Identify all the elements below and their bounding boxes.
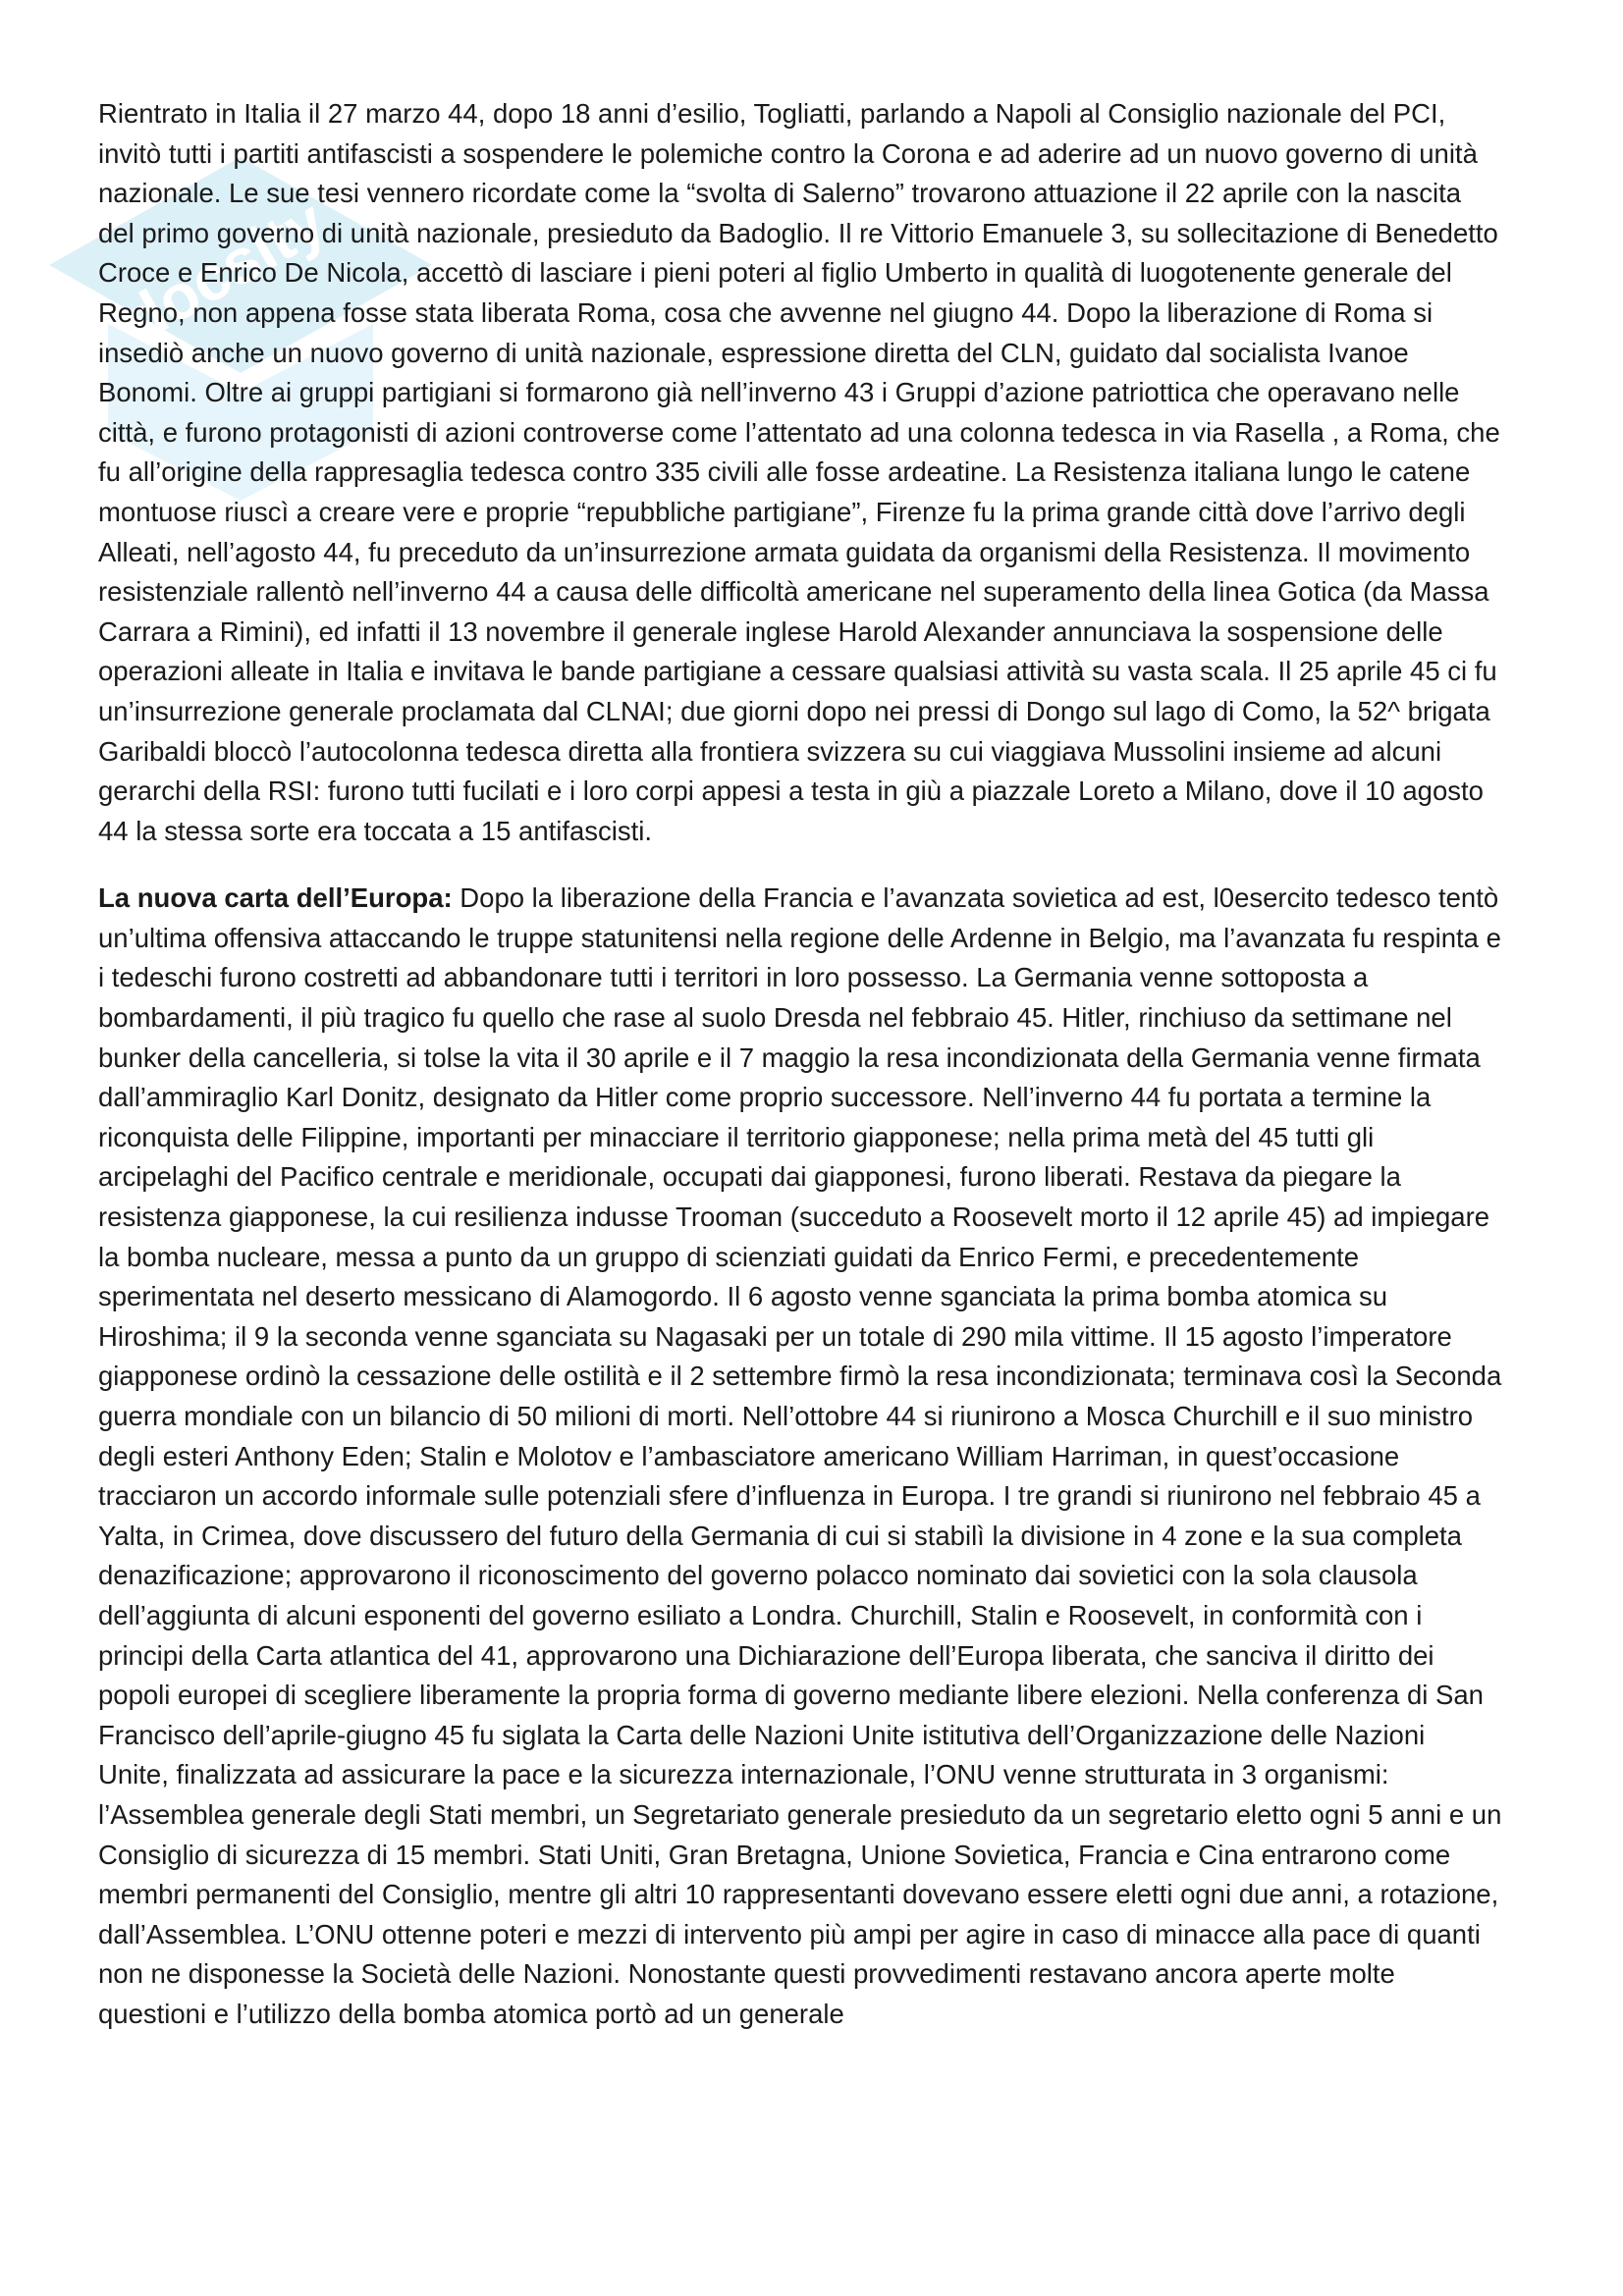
paragraph-body: Rientrato in Italia il 27 marzo 44, dopo 18 anni d’esilio, Togliatti, parlando a Napoli al Consiglio nazionale del PCI, invitò tutti i partiti antifascisti a sospendere le polemiche contro la Corona e ad aderire ad un nuovo governo di unità nazionale. Le sue tesi vennero ricordate come la “svolta di Salerno” trovarono attuazione il 22 aprile con la nascita del primo governo di unità nazionale, presieduto da Badoglio. Il re Vittorio Emanuele 3, su sollecitazione di Benedetto Croce e Enrico De Nicola, accettò di lasciare i pieni poteri al figlio Umberto in qualità di luogotenente generale del Regno, non appena fosse stata liberata Roma, cosa che avvenne nel giugno 44. Dopo la liberazione di Roma si insediò anche un nuovo governo di unità nazionale, espressione diretta del CLN, guidato dal socialista Ivanoe Bonomi. Oltre ai gruppi partigiani si formarono già nell’inverno 43 i Gruppi d’azione patriottica che operavano nelle città, e furono protagonisti di azioni controverse come l’attentato ad una colonna tedesca in via Rasella , a Roma, che fu all’origine della rappresaglia tedesca contro 335 civili alle fosse ardeatine. La Resistenza italiana lungo le catene montuose riuscì a creare vere e proprie “repubbliche partigiane”, Firenze fu la prima grande città dove l’arrivo degli Alleati, nell’agosto 44, fu preceduto da un’insurrezione armata guidata da organismi della Resistenza. Il movimento resistenziale rallentò nell’inverno 44 a causa delle difficoltà americane nel superamento della linea Gotica (da Massa Carrara a Rimini), ed infatti il 13 novembre il generale inglese Harold Alexander annunciava la sospensione delle operazioni alleate in Italia e invitava le bande partigiane a cessare qualsiasi attività su vasta scala. Il 25 aprile 45 ci fu un’insurrezione generale proclamata dal CLNAI; due giorni dopo nei pressi di Dongo sul lago di Como, la 52^ brigata Garibaldi bloccò l’autocolonna tedesca diretta alla frontiera svizzera su cui viaggiava Mussolini insieme ad alcuni gerarchi della RSI: furono tutti fucilati e i loro corpi appesi a testa in giù a piazzale Loreto a Milano, dove il 10 agosto 44 la stessa sorte era toccata a 15 antifascisti. xyxy=(98,98,1500,846)
section-heading: La nuova carta dell’Europa: xyxy=(98,882,453,914)
paragraph-nuova-carta-europa xyxy=(98,879,1502,2034)
paragraph-resistenza xyxy=(98,94,1502,851)
document-page xyxy=(98,94,1502,2035)
watermark-label: docsity xyxy=(110,185,337,357)
paragraph-body: Dopo la liberazione della Francia e l’avanzata sovietica ad est, l0esercito tedesco tentò un’ultima offensiva attaccando le truppe statunitensi nella regione delle Ardenne in Belgio, ma l’avanzata fu respinta e i tedeschi furono costretti ad abbandonare tutti i territori in loro possesso. La Germania venne sottoposta a bombardamenti, il più tragico fu quello che rase al suolo Dresda nel febbraio 45. Hitler, rinchiuso da settimane nel bunker della cancelleria, si tolse la vita il 30 aprile e il 7 maggio la resa incondizionata della Germania venne firmata dall’ammiraglio Karl Donitz, designato da Hitler come proprio successore. Nell’inverno 44 fu portata a termine la riconquista delle Filippine, importanti per minacciare il territorio giapponese; nella prima metà del 45 tutti gli arcipelaghi del Pacifico centrale e meridionale, occupati dai giapponesi, furono liberati. Restava da piegare la resistenza giapponese, la cui resilienza indusse Trooman (succeduto a Roosevelt morto il 12 aprile 45) ad impiegare la bomba nucleare, messa a punto da un gruppo di scienziati guidati da Enrico Fermi, e precedentemente sperimentata nel deserto messicano di Alamogordo. Il 6 agosto venne sganciata la prima bomba atomica su Hiroshima; il 9 la seconda venne sganciata su Nagasaki per un totale di 290 mila vittime. Il 15 agosto l’imperatore giapponese ordinò la cessazione delle ostilità e il 2 settembre firmò la resa incondizionata; terminava così la Seconda guerra mondiale con un bilancio di 50 milioni di morti. Nell’ottobre 44 si riunirono a Mosca Churchill e il suo ministro degli esteri Anthony Eden; Stalin e Molotov e l’ambasciatore americano William Harriman, in quest’occasione tracciaron un accordo informale sulle potenziali sfere d’influenza in Europa. I tre grandi si riunirono nel febbraio 45 a Yalta, in Crimea, dove discussero del futuro della Germania di cui si stabilì la divisione in 4 zone e la sua completa denazificazione; approvarono il riconoscimento del governo polacco nominato dai sovietici con la sola clausola dell’aggiunta di alcuni esponenti del governo esiliato a Londra. Churchill, Stalin e Roosevelt, in conformità con i principi della Carta atlantica del 41, approvarono una Dichiarazione dell’Europa liberata, che sanciva il diritto dei popoli europei di scegliere liberamente la propria forma di governo mediante libere elezioni. Nella conferenza di San Francisco dell’aprile-giugno 45 fu siglata la Carta delle Nazioni Unite istitutiva dell’Organizzazione delle Nazioni Unite, finalizzata ad assicurare la pace e la sicurezza internazionale, l’ONU venne strutturata in 3 organismi: l’Assemblea generale degli Stati membri, un Segretariato generale presieduto da un segretario eletto ogni 5 anni e un Consiglio di sicurezza di 15 membri. Stati Uniti, Gran Bretagna, Unione Sovietica, Francia e Cina entrarono come membri permanenti del Consiglio, mentre gli altri 10 rappresentanti dovevano essere eletti ogni due anni, a rotazione, dall’Assemblea. L’ONU ottenne poteri e mezzi di intervento più ampi per agire in caso di minacce alla pace di quanti non ne disponesse la Società delle Nazioni. Nonostante questi provvedimenti restavano ancora aperte molte questioni e l’utilizzo della bomba atomica portò ad un generale xyxy=(98,882,1502,2029)
